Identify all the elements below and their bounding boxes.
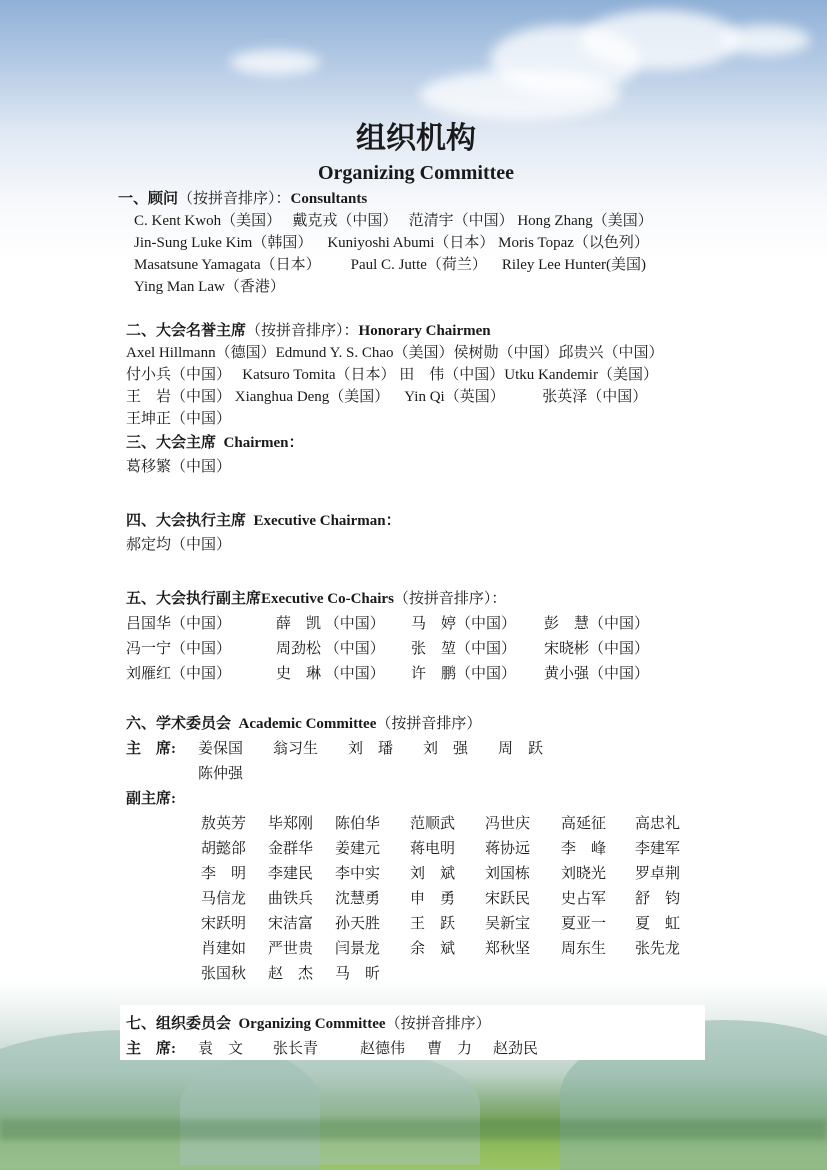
organizing-chairs-row [126, 1037, 706, 1062]
name-cell: 刘国栋 [485, 866, 531, 882]
co-chairs-row [126, 637, 706, 662]
heading-note: （按拼音排序）： [246, 323, 359, 339]
name-cell: 彭 慧（中国） [544, 616, 650, 632]
heading-note: （按拼音排序） [376, 716, 482, 732]
name-cell: 冯世庆 [485, 816, 531, 832]
academic-heading [126, 712, 706, 737]
name-cell: 张国秋 [201, 966, 247, 982]
consultants-line: Ying Man Law（香港） [134, 279, 285, 295]
vice-chairs-row [201, 862, 706, 887]
honorary-heading [126, 320, 706, 342]
heading-en: Organizing Committee [238, 1016, 386, 1032]
heading-cn: 五、大会执行副主席 [126, 591, 262, 607]
heading-en: Executive Co-Chairs [261, 591, 394, 607]
name-cell: 胡懿郃 [201, 841, 247, 857]
name-cell: 吴新宝 [485, 916, 531, 932]
consultants-heading [118, 188, 706, 210]
name-cell: 宋跃明 [201, 916, 247, 932]
name-cell: 舒 钧 [635, 891, 681, 907]
name-cell: 史占军 [561, 891, 607, 907]
co-chairs-heading [126, 586, 706, 612]
name-cell: 曲铁兵 [268, 891, 314, 907]
name-cell: 李 明 [201, 866, 247, 882]
name-cell: 姜建元 [335, 841, 381, 857]
honorary-line: 王坤正（中国） [126, 411, 232, 427]
name-cell: 周 跃 [498, 741, 544, 757]
vice-chairs-row [201, 937, 706, 962]
heading-cn: 一、顾问 [118, 191, 179, 207]
name-cell: 李建军 [635, 841, 681, 857]
page-title-en: Organizing Committee [317, 162, 515, 184]
chairmen-line: 葛移繁（中国） [126, 459, 232, 475]
executive-chairman-heading [126, 508, 706, 534]
heading-cn: 四、大会执行主席 [126, 513, 247, 529]
name-cell: 刘 璠 [348, 741, 394, 757]
name-cell: 张 堃（中国） [411, 641, 517, 657]
name-cell: 郑秋坚 [485, 941, 531, 957]
vice-chairs-row [201, 887, 706, 912]
executive-chairman-line: 郝定均（中国） [126, 537, 232, 553]
name-cell: 李建民 [268, 866, 314, 882]
name-cell: 宋晓彬（中国） [544, 641, 650, 657]
honorary-line: 付小兵（中国） Katsuro Tomita（日本） 田 伟（中国）Utku Kandemir（美国） [126, 367, 658, 383]
vice-chairs-row [201, 962, 706, 987]
consultants-line: C. Kent Kwoh（美国） 戴克戎（中国） 范清宇（中国） Hong Zhang（美国） [134, 213, 653, 229]
name-cell: 范顺武 [410, 816, 456, 832]
academic-vice-grid [126, 812, 706, 987]
heading-cn: 六、学术委员会 [126, 716, 232, 732]
name-cell: 宋跃民 [485, 891, 531, 907]
chairmen-heading [126, 430, 706, 456]
name-cell: 周东生 [561, 941, 607, 957]
name-cell: 陈伯华 [335, 816, 381, 832]
name-cell: 周劲松 （中国） [276, 641, 385, 657]
name-cell: 毕郑刚 [268, 816, 314, 832]
academic-vice-label-row [126, 787, 706, 812]
name-cell: 刘 强 [423, 741, 469, 757]
name-cell: 金群华 [268, 841, 314, 857]
heading-en: Consultants [290, 191, 368, 207]
name-cell: 刘晓光 [561, 866, 607, 882]
co-chairs-row [126, 662, 706, 687]
name-cell: 许 鹏（中国） [411, 666, 517, 682]
name-cell: 赵劲民 [493, 1041, 539, 1057]
name-cell: 沈慧勇 [335, 891, 381, 907]
academic-chairs-row [126, 762, 706, 787]
name-cell: 严世贵 [268, 941, 314, 957]
name-cell: 姜保国 [198, 741, 244, 757]
name-cell: 袁 文 [198, 1041, 244, 1057]
name-cell: 敖英芳 [201, 816, 247, 832]
name-cell: 肖建如 [201, 941, 247, 957]
heading-note: （按拼音排序）： [393, 591, 507, 607]
vice-chairs-row [201, 912, 706, 937]
name-cell: 李 峰 [561, 841, 607, 857]
vice-chair-label: 副主席: [126, 791, 176, 807]
chair-label: 主 席: [126, 1041, 176, 1057]
name-cell: 马 婷（中国） [411, 616, 517, 632]
chair-label: 主 席: [126, 741, 176, 757]
name-cell: 余 斌 [410, 941, 456, 957]
name-cell: 马信龙 [201, 891, 247, 907]
name-cell: 陈仲强 [198, 766, 244, 782]
heading-note: （按拼音排序）： [178, 191, 291, 207]
heading-cn: 三、大会主席 [126, 435, 217, 451]
name-cell: 赵 杰 [268, 966, 314, 982]
name-cell: 史 琳 （中国） [276, 666, 385, 682]
name-cell: 孙天胜 [335, 916, 381, 932]
name-cell: 申 勇 [410, 891, 456, 907]
name-cell: 李中实 [335, 866, 381, 882]
name-cell: 夏 虹 [635, 916, 681, 932]
name-cell: 刘 斌 [410, 866, 456, 882]
name-cell: 蒋电明 [410, 841, 456, 857]
vice-chairs-row [201, 812, 706, 837]
name-cell: 蒋协远 [485, 841, 531, 857]
heading-en: Honorary Chairmen [358, 323, 491, 339]
name-cell: 高延征 [561, 816, 607, 832]
consultants-line: Masatsune Yamagata（日本） Paul C. Jutte（荷兰） Riley Lee Hunter(美国) [134, 257, 647, 273]
name-cell: 赵德伟 [360, 1041, 406, 1057]
co-chairs-row [126, 612, 706, 637]
heading-en: Executive Chairman： [253, 513, 401, 529]
name-cell: 罗卓荆 [635, 866, 681, 882]
name-cell: 冯一宁（中国） [126, 641, 232, 657]
honorary-line: 王 岩（中国） Xianghua Deng（美国） Yin Qi（英国） 张英泽（中国） [126, 389, 648, 405]
name-cell: 翁习生 [273, 741, 319, 757]
document-page [118, 120, 706, 1062]
honorary-line: Axel Hillmann（德国）Edmund Y. S. Chao（美国）侯树勋（中国）邱贵兴（中国） [126, 345, 664, 361]
heading-en: Chairmen： [223, 435, 304, 451]
heading-en: Academic Committee [238, 716, 377, 732]
academic-chairs-row [126, 737, 706, 762]
name-cell: 夏亚一 [561, 916, 607, 932]
name-cell: 张长青 [273, 1041, 319, 1057]
name-cell: 刘雁红（中国） [126, 666, 232, 682]
name-cell: 闫景龙 [335, 941, 381, 957]
heading-cn: 二、大会名誉主席 [126, 323, 247, 339]
name-cell: 吕国华（中国） [126, 616, 232, 632]
name-cell: 薛 凯 （中国） [276, 616, 385, 632]
heading-cn: 七、组织委员会 [126, 1016, 232, 1032]
heading-note: （按拼音排序） [385, 1016, 491, 1032]
page-title-cn: 组织机构 [356, 121, 476, 156]
organizing-heading [126, 1012, 706, 1037]
name-cell: 张先龙 [635, 941, 681, 957]
consultants-line: Jin-Sung Luke Kim（韩国） Kuniyoshi Abumi（日本） Moris Topaz（以色列） [134, 235, 649, 251]
name-cell: 曹 力 [427, 1041, 473, 1057]
name-cell: 高忠礼 [635, 816, 681, 832]
name-cell: 宋洁富 [268, 916, 314, 932]
name-cell: 马 昕 [335, 966, 381, 982]
vice-chairs-row [201, 837, 706, 862]
name-cell: 王 跃 [410, 916, 456, 932]
name-cell: 黄小强（中国） [544, 666, 650, 682]
